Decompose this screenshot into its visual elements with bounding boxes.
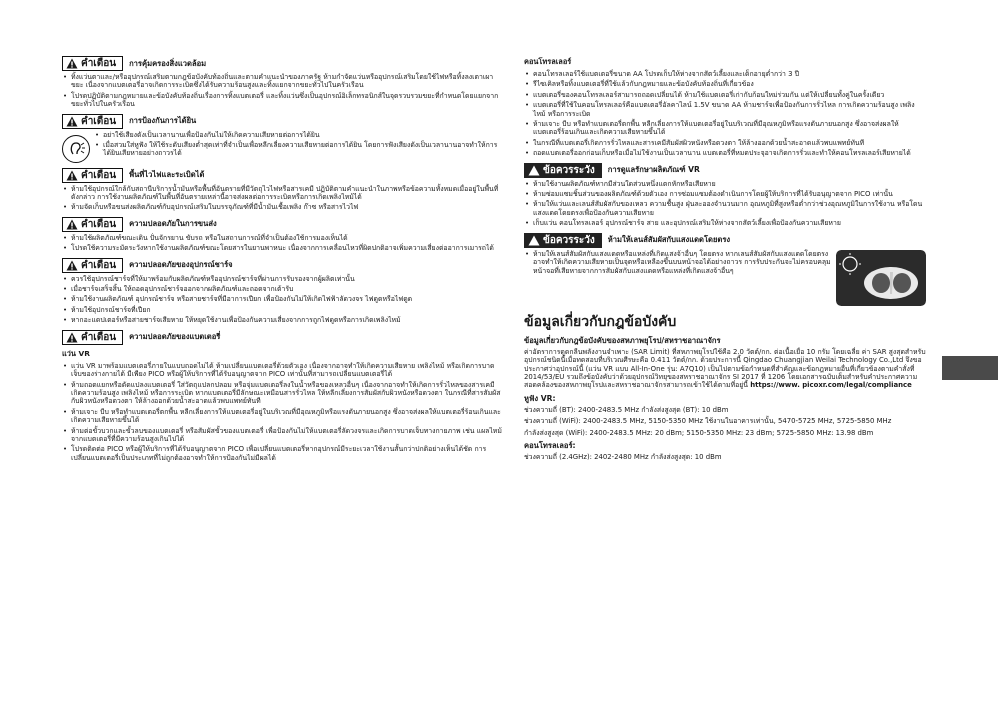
list-item: • ห้ามถอดแยกหรือดัดแปลงแบตเตอรี่ ใส่วัตถุแปลกปลอม หรือจุ่มแบตเตอรี่ลงในน้ำหรือของเหลวอื่นๆ เนื่องจากอาจทำให้เกิดการรั่วไหลของสารเคมี เกิดความร้อนสูง เพลิงไหม้ หรือการระเบิด หากแบตเตอรี่มีลักษณะเหมือนสารรั่วไหล ให้หลีกเลี่ยงการสัมผัสกับผิวหนังหรือดวงตา ในกรณีที่สารสัมผัสกับผิวหนังหรือดวงตา ให้ล้างออกด้วยน้ำสะอาดแล้วพบแพทย์ทันที [62,381,502,406]
list-item: • ห้ามซ่อมแซมชิ้นส่วนของผลิตภัณฑ์ด้วยตัวเอง การซ่อมแซมต้องดำเนินการโดยผู้ให้บริการที่ได้รับอนุญาตจาก PICO เท่านั้น [524,190,926,198]
list-item: • แบตเตอรี่ของคอนโทรลเลอร์สามารถถอดเปลี่ยนได้ ห้ามใช้แบตเตอรี่เก่ากับก้อนใหม่ร่วมกัน แต่ให้เปลี่ยนทั้งคู่ในครั้งเดียว [524,91,926,99]
warning-triangle-icon [528,165,540,176]
environment-section [62,56,502,109]
section-title: ความปลอดภัยในการขนส่ง [129,219,217,229]
list-item: • ห้ามใช้อุปกรณ์ชาร์จที่เปียก [62,306,502,314]
sar-paragraph: ค่าอัตราการดูดกลืนพลังงานจำเพาะ (SAR Limit) ที่สหภาพยุโรปใช้คือ 2.0 วัตต์/กก. ต่อเนื้อเยื่อ 10 กรัม โดยเฉลี่ย ค่า SAR สูงสุดสำหรับอุปกรณ์ชนิดนี้เมื่อทดสอบที่บริเวณศีรษะคือ 0.411 วัตต์/กก. ด้วยประการนี้ Qingdao Chuangjian Weilai Technology Co.,Ltd จึงขอประกาศว่าอุปกรณ์นี้ (แว่น VR แบบ All-In-One รุ่น: A7Q10) เป็นไปตามข้อกำหนดที่สำคัญและข้อกฎหมายอื่นที่เกี่ยวข้องตามคำสั่งที่ 2014/53/EU รวมถึงข้อบังคับว่าด้วยอุปกรณ์วิทยุของสหราชอาณาจักร SI 2017 ที่ 1206 โดยเอกสารฉบับเต็มสำหรับคำประกาศความสอดคล้องของสหภาพยุโรปและสหราชอาณาจักรสามารถเข้าใช้ได้ตามที่อยู่นี้ https://www. picoxr.com/legal/compliance [524,347,926,390]
list-item: • ห้ามเจาะ บีบ หรือทำแบตเตอรี่ตกพื้น หลีกเลี่ยงการให้แบตเตอรี่อยู่ในบริเวณที่มีอุณหภูมิหรือแรงดันภายนอกสูง ซึ่งอาจส่งผลให้แบตเตอรี่ร้อนเกินและเกิดความเสียหายขึ้นได้ [524,120,926,137]
controller-spec-heading: คอนโทรลเลอร์: [524,440,576,450]
list-item: • เมื่อสวมใส่หูฟัง ให้ใช้ระดับเสียงต่ำสุดเท่าที่จำเป็นเพื่อหลีกเลี่ยงความเสียหายต่อการได้ยิน โดยการฟังเสียงดังเป็นเวลานานอาจทำให้การได้ยินเสียหายอย่างถาวรได้ [94,141,502,158]
list-item: • หากอะแดปเตอร์หรือสายชาร์จเสียหาย ให้หยุดใช้งานเพื่อป้องกันความเสี่ยงจากการถูกไฟดูดหรือการเกิดเพลิงไหม้ [62,316,502,324]
charger-section [62,258,502,325]
warning-badge: คำเตือน [62,217,123,232]
explosive-section [62,168,502,212]
regulatory-heading: ข้อมูลเกี่ยวกับกฎข้อบังคับ [524,313,677,330]
list-item: • ถอดแบตเตอรี่ออกก่อนเก็บหรือเมื่อไม่ใช้งานเป็นเวลานาน แบตเตอรี่ที่หมดประจุอาจเกิดการรั่วและทำให้คอนโทรลเลอร์เสียหายได้ [524,149,926,157]
list-item: • แบตเตอรี่ที่ใช้ในคอนโทรลเลอร์คือแบตเตอรี่อัลคาไลน์ 1.5V ขนาด AA ห้ามชาร์จเพื่อป้องกันการรั่วไหล การเกิดความร้อนสูง เพลิงไหม้ หรือการระเบิด [524,101,926,118]
list-item: • ทิ้งแว่นตาและ/หรืออุปกรณ์เสริมตามกฎข้อบังคับท้องถิ่นและตามคำแนะนำของภาครัฐ ห้ามกำจัดแว่นหรืออุปกรณ์เสริมโดยใช้ไฟหรือทิ้งลงเตาเผาขยะ เนื่องจากแบตเตอรี่อาจเกิดการระเบิดซึ่งได้รับความร้อนสูงและทิ้งแยกจากขยะทั่วไปในครัวเรือน [62,73,502,90]
section-title: การคุ้มครองสิ่งแวดล้อม [129,58,207,68]
list-item: • ห้ามต่อขั้วบวกและขั้วลบของแบตเตอรี่ หรือสัมผัสขั้วของแบตเตอรี่ เพื่อป้องกันไม่ให้แบตเตอรี่ลัดวงจรและเกิดการบาดเจ็บทางกายภาพ เช่น แผลไหม้จากแบตเตอรี่ที่มีความร้อนสูงเกินไปได้ [62,427,502,444]
warning-triangle-icon [66,58,78,69]
warning-badge: คำเตือน [62,330,123,345]
warning-triangle-icon [66,116,78,127]
warning-badge: คำเตือน [62,56,123,71]
warning-triangle-icon [66,219,78,230]
battery-section [62,330,502,462]
hearing-section [62,114,502,163]
regulatory-section [524,311,926,462]
traffic-section [62,217,502,253]
section-title: ห้ามให้เลนส์สัมผัสกับแสงแดดโดยตรง [607,235,731,245]
vr-headset-heading: หูฟัง VR: [524,393,556,403]
list-item: • ควรใช้อุปกรณ์ชาร์จที่ให้มาพร้อมกับผลิตภัณฑ์หรืออุปกรณ์ชาร์จที่ผ่านการรับรองจากผู้ผลิตเท่านั้น [62,275,502,283]
list-item: • ห้ามให้เลนส์สัมผัสกับแสงแดดหรือแหล่งที่เกิดแสงจ้าอื่นๆ โดยตรง หากเลนส์สัมผัสกับแสงแดดโดยตรงอาจทำให้เกิดความเสียหายเป็นจุดหรือเหลืองขึ้นบนหน้าจอได้อย่างถาวร การรับประกันจะไม่ครอบคลุมหน้าจอที่เสียหายจากการสัมผัสกับแสงแดดหรือแหล่งที่เกิดแสงจ้าอื่นๆ [524,250,831,275]
warning-badge: คำเตือน [62,114,123,129]
controller-section [524,56,926,158]
subsection-title: แว่น VR [62,348,90,358]
list-item: • ในกรณีที่แบตเตอรี่เกิดการรั่วไหลและสารเคมีสัมผัสผิวหนังหรือดวงตา ให้ล้างออกด้วยน้ำสะอาดแล้วพบแพทย์ทันที [524,139,926,147]
list-item: • โปรดใช้ความระมัดระวังหากใช้งานผลิตภัณฑ์ขณะโดยสารในยานพาหนะ เนื่องจากการเคลื่อนไหวที่ผิดปกติอาจเพิ่มความเสี่ยงต่ออาการเมารถได้ [62,244,502,252]
list-item: • ห้ามใช้ผลิตภัณฑ์ขณะเดิน ปั่นจักรยาน ขับรถ หรือในสถานการณ์ที่จำเป็นต้องใช้การมองเห็นได้ [62,234,502,242]
list-item: • ห้ามให้แว่นและเลนส์สัมผัสกับของเหลว ความชื้นสูง ฝุ่นละอองจำนวนมาก อุณหภูมิที่สูงหรือต่ำกว่าช่วงอุณหภูมิในการใช้งาน หรือโดนแสงแดดโดยตรงเพื่อป้องกันความเสียหาย [524,200,926,217]
list-item: • ห้ามใช้อุปกรณ์ใกล้กับสถานีบริการน้ำมันหรือพื้นที่อันตรายที่มีวัตถุไวไฟหรือสารเคมี ปฏิบัติตามคำแนะนำในภาพหรือข้อความทั้งหมดเมื่ออยู่ในพื้นที่ดังกล่าว การใช้งานผลิตภัณฑ์ในพื้นที่อันตรายเหล่านี้อาจส่งผลต่อการระเบิดหรือการเกิดเพลิงไหม้ได้ [62,185,502,202]
eu-uk-heading: ข้อมูลเกี่ยวกับกฎข้อบังคับของสหภาพยุโรป/สหราชอาณาจักร [524,335,721,345]
warning-badge: คำเตือน [62,258,123,273]
right-column [524,56,926,464]
sunlight-section [524,233,926,306]
list-item: • ห้ามใช้งานผลิตภัณฑ์หากมีส่วนใดส่วนหนึ่งแตกหักหรือเสียหาย [524,180,926,188]
list-item: • เก็บแว่น คอนโทรลเลอร์ อุปกรณ์ชาร์จ สาย และอุปกรณ์เสริมให้ห่างจากสัตว์เลี้ยงเพื่อป้องกันความเสียหาย [524,219,926,227]
list-item: • โปรดปฏิบัติตามกฎหมายและข้อบังคับท้องถิ่นเรื่องการทิ้งแบตเตอรี่ และทิ้งแว่นซึ่งเป็นอุปกรณ์อิเล็กทรอนิกส์ในจุดรวบรวมขยะที่กำหนดโดยแยกจากขยะทั่วไปในครัวเรือน [62,92,502,109]
warning-triangle-icon [528,235,540,246]
section-title: ความปลอดภัยของอุปกรณ์ชาร์จ [129,260,233,270]
spec-line: ช่วงความถี่ (WiFi): 2400-2483.5 MHz, 5150-5350 MHz ใช้งานในอาคารเท่านั้น, 5470-5725 MHz, 5725-5850 MHz [524,417,892,426]
section-title: การป้องกันการได้ยิน [129,116,197,126]
warning-triangle-icon [66,332,78,343]
product-care-section [524,163,926,228]
list-item: • ห้ามเจาะ บีบ หรือทำแบตเตอรี่ตกพื้น หลีกเลี่ยงการให้แบตเตอรี่อยู่ในบริเวณที่มีอุณหภูมิหรือแรงดันภายนอกสูง ซึ่งอาจส่งผลให้แบตเตอรี่ร้อนเกินและเกิดความเสียหายขึ้นได้ [62,408,502,425]
warning-triangle-icon [66,170,78,181]
list-item: • รีไซเคิลหรือทิ้งแบตเตอรี่ที่ใช้แล้วกับกฎหมายและข้อบังคับท้องถิ่นที่เกี่ยวข้อง [524,80,926,88]
list-item: • เมื่อชาร์จเสร็จสิ้น ให้ถอดอุปกรณ์ชาร์จออกจากผลิตภัณฑ์และถอดจากเต้ารับ [62,285,502,293]
list-item: • อย่าใช้เสียงดังเป็นเวลานานเพื่อป้องกันไม่ให้เกิดความเสียหายต่อการได้ยิน [94,131,502,139]
spec-line: ช่วงความถี่ (BT): 2400-2483.5 MHz กำลังส่งสูงสุด (BT): 10 dBm [524,405,729,414]
list-item: • ห้ามจัดเก็บหรือขนส่งผลิตภัณฑ์กับอุปกรณ์เสริมในบรรจุภัณฑ์ที่มีน้ำมันเชื้อเพลิง ก๊าซ หรือสารไวไฟ [62,203,502,211]
section-title: การดูแลรักษาผลิตภัณฑ์ VR [607,165,700,175]
list-item: • คอนโทรลเลอร์ใช้แบตเตอรี่ขนาด AA โปรดเก็บให้ห่างจากสัตว์เลี้ยงและเด็กอายุต่ำกว่า 3 ปี [524,70,926,78]
subsection-title: คอนโทรลเลอร์ [524,57,572,66]
section-title: พื้นที่ไวไฟและระเบิดได้ [129,170,205,180]
spec-line: กำลังส่งสูงสุด (WiFi): 2400-2483.5 MHz: 20 dBm; 5150-5350 MHz: 23 dBm; 5725-5850 MHz: 13.98 dBm [524,428,874,437]
hearing-protection-icon [62,135,90,163]
warning-badge: คำเตือน [62,168,123,183]
list-item: • แว่น VR มาพร้อมแบตเตอรี่ภายในแบบถอดไม่ได้ ห้ามเปลี่ยนแบตเตอรี่ด้วยตัวเอง เนื่องจากอาจทำให้เกิดความเสียหาย เพลิงไหม้ หรือเกิดการบาดเจ็บของร่างกายได้ มีเพียง PICO หรือผู้ให้บริการที่ได้รับอนุญาตจาก PICO เท่านั้นที่สามารถเปลี่ยนแบตเตอรี่ได้ [62,362,502,379]
spec-line: ช่วงความถี่ (2.4GHz): 2402-2480 MHz กำลังส่งสูงสุด: 10 dBm [524,452,722,461]
list-item: • ห้ามใช้งานผลิตภัณฑ์ อุปกรณ์ชาร์จ หรือสายชาร์จที่มีอาการเปียก เพื่อป้องกันไม่ให้เกิดไฟฟ้าลัดวงจร ไฟดูดหรือไฟดูด [62,295,502,303]
caution-badge: ข้อควรระวัง [524,233,602,248]
warning-triangle-icon [66,260,78,271]
compliance-link[interactable]: https://www. picoxr.com/legal/compliance [750,381,912,390]
list-item: • โปรดติดต่อ PICO หรือผู้ให้บริการที่ได้รับอนุญาตจาก PICO เพื่อเปลี่ยนแบตเตอรี่หากอุปกรณ์มีระยะเวลาใช้งานสั้นกว่าปกติอย่างเห็นได้ชัด การเปลี่ยนแบตเตอรี่เป็นประเภทที่ไม่ถูกต้องอาจทำให้การป้องกันไม่มีผลได้ [62,445,502,462]
side-tab-marker [942,356,998,380]
headset-lens-sunlight-image [836,250,926,306]
left-column [62,56,502,467]
section-title: ความปลอดภัยของแบตเตอรี่ [129,332,221,342]
caution-badge: ข้อควรระวัง [524,163,602,178]
